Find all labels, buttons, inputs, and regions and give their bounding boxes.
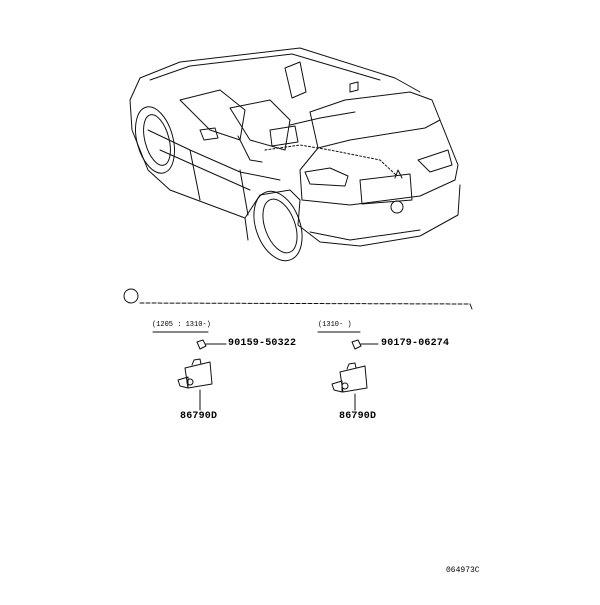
right-camera-partno: 86790D bbox=[339, 411, 377, 422]
right-bolt-icon bbox=[352, 340, 361, 349]
section-divider-tail bbox=[470, 304, 472, 309]
left-camera-assembly bbox=[178, 340, 226, 410]
suv-body bbox=[129, 48, 460, 267]
diagram-code: 064973C bbox=[446, 566, 480, 575]
right-bolt-partno: 90179-06274 bbox=[381, 338, 450, 349]
left-camera-icon bbox=[185, 362, 212, 388]
left-note: (1205 : 1310-) bbox=[152, 321, 211, 329]
right-camera-icon bbox=[340, 366, 367, 392]
left-bolt-icon bbox=[197, 340, 206, 349]
circle-marker bbox=[124, 289, 138, 303]
right-note: (1310- ) bbox=[318, 321, 352, 329]
section-divider bbox=[140, 303, 470, 304]
left-bolt-partno: 90159-50322 bbox=[228, 338, 297, 349]
right-camera-assembly bbox=[332, 340, 378, 410]
left-camera-partno: 86790D bbox=[180, 411, 218, 422]
